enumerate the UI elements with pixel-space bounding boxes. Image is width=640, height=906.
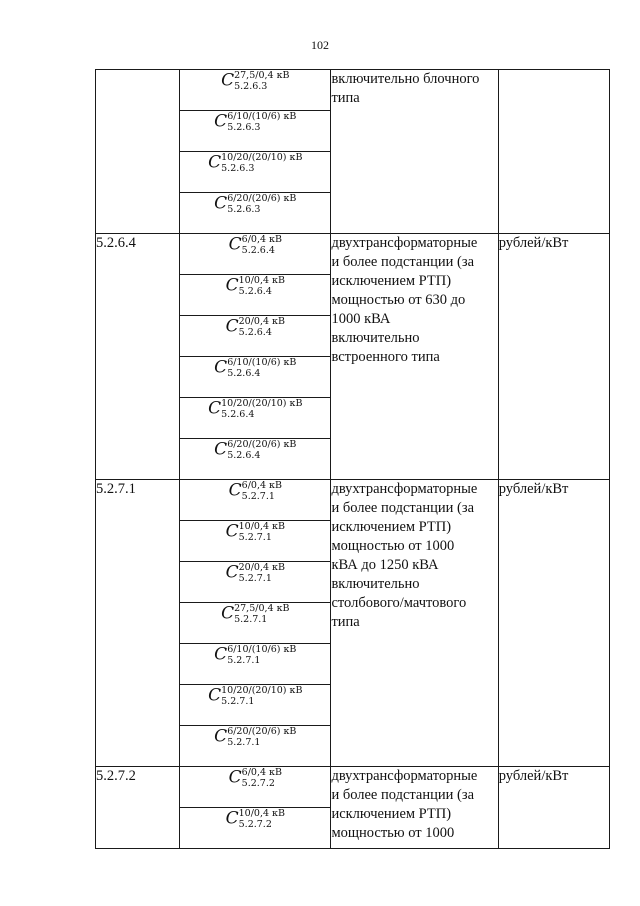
- table-row: [96, 234, 610, 275]
- rate-symbol-cell: [180, 316, 331, 357]
- unit-of-measure: рублей/кВт: [498, 767, 609, 849]
- description-text: двухтрансформаторные и более подстанции (за исключением РТП) мощностью от 1000: [331, 768, 478, 841]
- tariff-table-body: [96, 70, 610, 849]
- symbol-subscript: 5.2.7.1: [227, 655, 261, 666]
- symbol-scripts: [239, 562, 285, 584]
- rate-symbol: [226, 808, 285, 830]
- rate-symbol: [229, 480, 282, 502]
- rate-symbol-cell: [180, 439, 331, 480]
- symbol-superscript: 10/0,4 кВ: [238, 275, 285, 286]
- rate-symbol-cell: [180, 644, 331, 685]
- rate-symbol: [208, 398, 302, 420]
- symbol-superscript: 6/10/(10/6) кВ: [227, 357, 297, 368]
- rate-symbol: [226, 275, 285, 297]
- description-text: двухтрансформаторные и более подстанции (за исключением РТП) мощностью от 630 до 1000 кВА включительно встроенного типа: [331, 235, 478, 365]
- symbol-base: C: [221, 603, 235, 624]
- rate-symbol: [208, 152, 302, 174]
- symbol-superscript: 10/20/(20/10) кВ: [221, 685, 303, 696]
- rate-symbol-cell: [180, 70, 331, 111]
- symbol-base: C: [225, 562, 239, 583]
- rate-symbol-cell: [180, 357, 331, 398]
- rate-symbol: [214, 644, 296, 666]
- rate-symbol: [229, 234, 282, 256]
- symbol-subscript: 5.2.6.4: [221, 409, 255, 420]
- rate-symbol-cell: [180, 480, 331, 521]
- symbol-base: C: [214, 439, 228, 460]
- symbol-subscript: 5.2.7.1: [241, 491, 275, 502]
- rate-symbol-cell: [180, 111, 331, 152]
- rate-symbol-cell: [180, 398, 331, 439]
- rate-symbol: [221, 603, 289, 625]
- symbol-superscript: 6/10/(10/6) кВ: [227, 644, 297, 655]
- rate-symbol-cell: [180, 521, 331, 562]
- symbol-superscript: 6/20/(20/6) кВ: [227, 439, 297, 450]
- description-text: включительно блочного типа: [331, 71, 480, 106]
- unit-of-measure: [498, 70, 609, 234]
- table-row: [96, 480, 610, 521]
- item-code: 5.2.6.4: [96, 234, 180, 480]
- rate-symbol: [229, 767, 282, 789]
- item-description: [331, 480, 498, 767]
- rate-symbol-cell: [180, 808, 331, 849]
- symbol-subscript: 5.2.6.4: [227, 450, 261, 461]
- item-code: 5.2.7.2: [96, 767, 180, 849]
- symbol-base: C: [225, 521, 239, 542]
- item-description: [331, 70, 498, 234]
- symbol-base: C: [208, 685, 222, 706]
- symbol-scripts: [239, 275, 285, 297]
- rate-symbol: [214, 193, 296, 215]
- symbol-base: C: [225, 808, 239, 829]
- symbol-scripts: [227, 726, 296, 748]
- symbol-base: C: [214, 193, 228, 214]
- unit-of-measure: рублей/кВт: [498, 234, 609, 480]
- table-row: [96, 70, 610, 111]
- rate-symbol-cell: [180, 275, 331, 316]
- rate-symbol-cell: [180, 603, 331, 644]
- item-description: [331, 767, 498, 849]
- symbol-base: C: [208, 152, 222, 173]
- item-description: [331, 234, 498, 480]
- symbol-base: C: [228, 480, 242, 501]
- symbol-base: C: [225, 275, 239, 296]
- rate-symbol-cell: [180, 726, 331, 767]
- symbol-superscript: 10/0,4 кВ: [238, 521, 285, 532]
- rate-symbol: [214, 111, 296, 133]
- symbol-base: C: [225, 316, 239, 337]
- rate-symbol: [214, 357, 296, 379]
- symbol-subscript: 5.2.6.4: [227, 368, 261, 379]
- symbol-scripts: [242, 767, 282, 789]
- symbol-subscript: 5.2.6.3: [227, 204, 261, 215]
- rate-symbol-cell: [180, 234, 331, 275]
- symbol-subscript: 5.2.6.4: [238, 327, 272, 338]
- tariff-table: [95, 69, 610, 849]
- table-row: [96, 767, 610, 808]
- symbol-scripts: [227, 193, 296, 215]
- symbol-base: C: [208, 398, 222, 419]
- symbol-subscript: 5.2.6.3: [227, 122, 261, 133]
- symbol-superscript: 6/0,4 кВ: [241, 480, 282, 491]
- symbol-scripts: [227, 357, 296, 379]
- symbol-subscript: 5.2.7.1: [238, 573, 272, 584]
- rate-symbol: [214, 439, 296, 461]
- symbol-superscript: 6/20/(20/6) кВ: [227, 726, 297, 737]
- rate-symbol-cell: [180, 562, 331, 603]
- symbol-superscript: 20/0,4 кВ: [238, 316, 285, 327]
- symbol-superscript: 6/0,4 кВ: [241, 234, 282, 245]
- symbol-scripts: [234, 603, 289, 625]
- symbol-scripts: [239, 316, 285, 338]
- item-code: [96, 70, 180, 234]
- page-number: 102: [311, 38, 329, 52]
- symbol-base: C: [214, 357, 228, 378]
- symbol-scripts: [242, 480, 282, 502]
- symbol-base: C: [228, 234, 242, 255]
- rate-symbol: [214, 726, 296, 748]
- rate-symbol-cell: [180, 193, 331, 234]
- symbol-scripts: [227, 439, 296, 461]
- symbol-superscript: 6/0,4 кВ: [241, 767, 282, 778]
- rate-symbol: [226, 316, 285, 338]
- symbol-superscript: 10/20/(20/10) кВ: [221, 398, 303, 409]
- rate-symbol-cell: [180, 767, 331, 808]
- symbol-superscript: 10/0,4 кВ: [238, 808, 285, 819]
- symbol-scripts: [242, 234, 282, 256]
- rate-symbol: [226, 521, 285, 543]
- rate-symbol: [226, 562, 285, 584]
- symbol-subscript: 5.2.6.3: [234, 81, 268, 92]
- item-code: 5.2.7.1: [96, 480, 180, 767]
- symbol-superscript: 20/0,4 кВ: [238, 562, 285, 573]
- symbol-superscript: 6/20/(20/6) кВ: [227, 193, 297, 204]
- unit-of-measure: рублей/кВт: [498, 480, 609, 767]
- symbol-base: C: [214, 644, 228, 665]
- symbol-subscript: 5.2.6.4: [238, 286, 272, 297]
- symbol-scripts: [221, 398, 302, 420]
- rate-symbol: [208, 685, 302, 707]
- rate-symbol: [221, 70, 289, 92]
- symbol-subscript: 5.2.7.1: [234, 614, 268, 625]
- symbol-superscript: 27,5/0,4 кВ: [234, 70, 290, 81]
- symbol-scripts: [221, 152, 302, 174]
- symbol-subscript: 5.2.7.1: [238, 532, 272, 543]
- symbol-subscript: 5.2.7.2: [238, 819, 272, 830]
- symbol-scripts: [239, 521, 285, 543]
- symbol-superscript: 6/10/(10/6) кВ: [227, 111, 297, 122]
- symbol-subscript: 5.2.7.1: [227, 737, 261, 748]
- symbol-base: C: [228, 767, 242, 788]
- symbol-base: C: [214, 111, 228, 132]
- symbol-base: C: [221, 70, 235, 91]
- symbol-superscript: 10/20/(20/10) кВ: [221, 152, 303, 163]
- symbol-base: C: [214, 726, 228, 747]
- symbol-subscript: 5.2.6.4: [241, 245, 275, 256]
- symbol-superscript: 27,5/0,4 кВ: [234, 603, 290, 614]
- rate-symbol-cell: [180, 152, 331, 193]
- rate-symbol-cell: [180, 685, 331, 726]
- symbol-scripts: [227, 111, 296, 133]
- symbol-scripts: [227, 644, 296, 666]
- symbol-scripts: [239, 808, 285, 830]
- description-text: двухтрансформаторные и более подстанции (за исключением РТП) мощностью от 1000 кВА до 1250 кВА включительно столбового/мачтового типа: [331, 481, 478, 630]
- symbol-scripts: [221, 685, 302, 707]
- symbol-subscript: 5.2.7.2: [241, 778, 275, 789]
- symbol-subscript: 5.2.7.1: [221, 696, 255, 707]
- symbol-subscript: 5.2.6.3: [221, 163, 255, 174]
- symbol-scripts: [234, 70, 289, 92]
